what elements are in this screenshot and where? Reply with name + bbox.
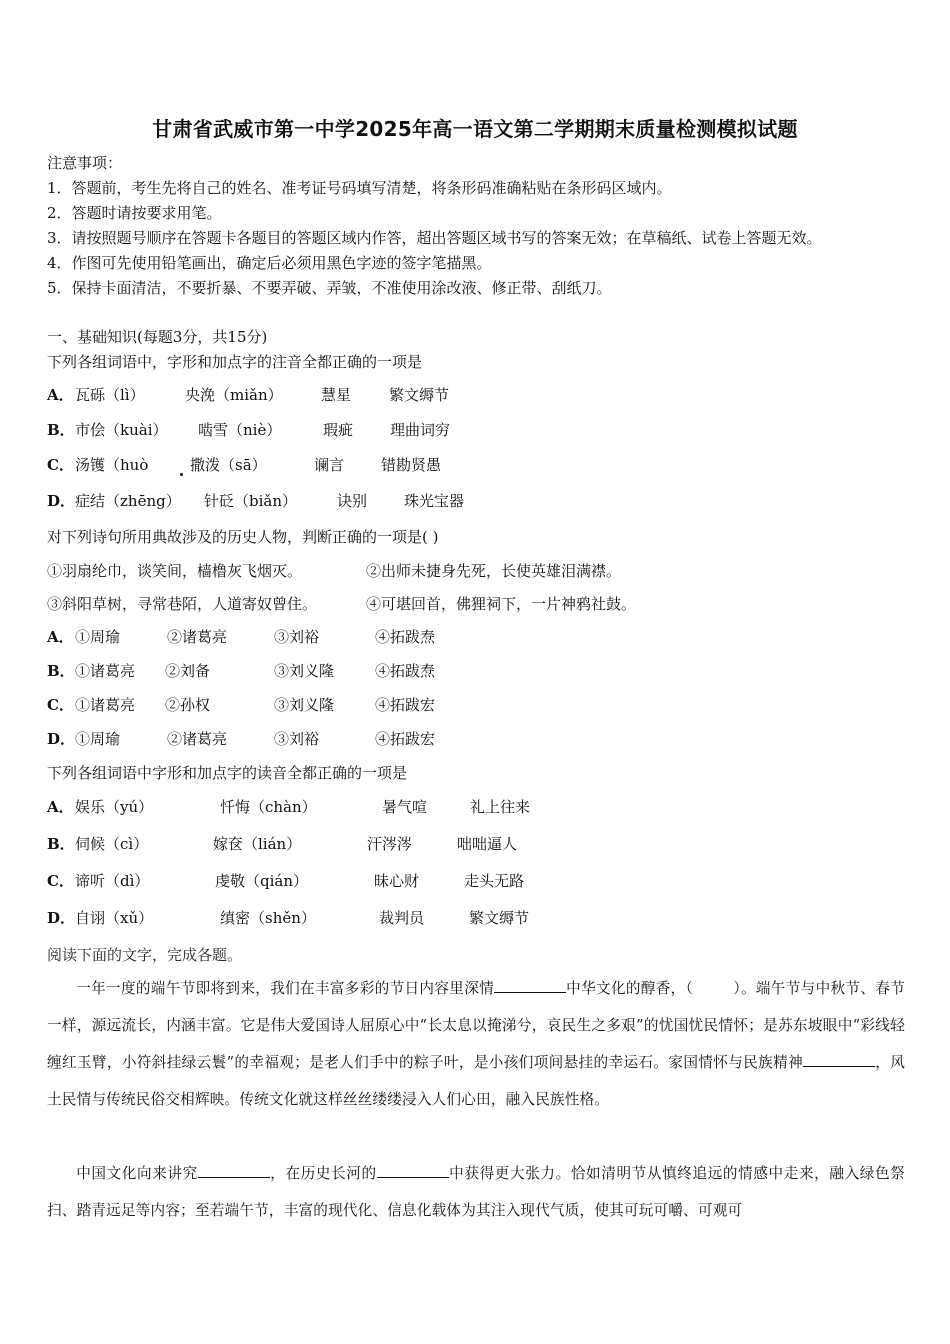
emphasis-dot <box>180 473 183 476</box>
option-label: B． <box>47 662 75 680</box>
question-stem: 下列各组词语中，字形和加点字的注音全都正确的一项是 <box>47 353 423 371</box>
option-word: 瓦砾（lì） <box>75 386 145 404</box>
notice-heading: 注意事项： <box>47 154 123 172</box>
option-label: D． <box>47 492 76 510</box>
fill-blank <box>377 1163 449 1178</box>
paragraph-text: 一年一度的端午节即将到来，我们在丰富多彩的节日内容里深情 <box>76 980 495 997</box>
option-word: 诀别 <box>337 492 368 510</box>
poem-line: ②出师未捷身先死，长使英雄泪满襟。 <box>366 562 622 580</box>
page-title: 甘肃省武威市第一中学2025年高一语文第二学期期末质量检测模拟试题 <box>152 117 798 141</box>
option-word: 理曲词穷 <box>390 421 451 439</box>
reading-paragraph-2 <box>47 1155 905 1229</box>
option-word: 暑气喧 <box>382 798 428 816</box>
option-word: 走头无路 <box>464 872 525 890</box>
option-label: D． <box>47 909 76 927</box>
paragraph-text: 中获得更大张力。恰如清明节从慎终追远的情感中走来，融入绿色祭扫、踏青远足等内容；至若端午节，丰富的现代化、信息化载体为其注入现代气质，使其可玩可嚼、可观可 <box>47 1165 905 1219</box>
question-stem: 下列各组词语中字形和加点字的读音全都正确的一项是 <box>47 764 408 782</box>
option-label: C． <box>47 456 74 474</box>
notice-item: 1．答题前，考生先将自己的姓名、准考证号码填写清楚，将条形码准确粘贴在条形码区域内。 <box>47 179 672 197</box>
option-word: 珠光宝器 <box>404 492 465 510</box>
option-word: ④拓跋焘 <box>375 662 436 680</box>
option-label: B． <box>47 835 75 853</box>
option-word: 啮雪（niè） <box>198 421 282 439</box>
option-word: ①诸葛亮 <box>75 662 136 680</box>
option-word: 缜密（shěn） <box>220 909 316 927</box>
paragraph-text: 中国文化向来讲究 <box>76 1165 198 1182</box>
option-word: 慧星 <box>321 386 352 404</box>
option-word: 忏悔（chàn） <box>220 798 317 816</box>
option-label: A． <box>47 798 74 816</box>
option-word: ④拓跋焘 <box>375 628 436 646</box>
reading-paragraph-1 <box>47 970 905 1118</box>
option-label: D． <box>47 730 76 748</box>
option-word: 娱乐（yú） <box>75 798 154 816</box>
option-word: ①周瑜 <box>75 730 121 748</box>
option-word: 昧心财 <box>374 872 420 890</box>
paragraph-text: ，风土民情与传统民俗交相辉映。传统文化就这样丝丝缕缕浸入人们心田，融入民族性格。 <box>47 1054 905 1108</box>
option-word: ④拓跋宏 <box>375 696 436 714</box>
option-word: 自诩（xǔ） <box>75 909 154 927</box>
option-word: ②孙权 <box>165 696 211 714</box>
option-word: 针砭（biǎn） <box>204 492 298 510</box>
question-stem: 对下列诗句所用典故涉及的历史人物，判断正确的一项是( ) <box>47 528 439 546</box>
poem-line: ③斜阳草树，寻常巷陌，人道寄奴曾住。 <box>47 595 318 613</box>
reading-instruction: 阅读下面的文字，完成各题。 <box>47 946 243 964</box>
option-word: 谰言 <box>314 456 345 474</box>
option-word: 瑕疵 <box>323 421 354 439</box>
option-word: ①周瑜 <box>75 628 121 646</box>
option-label: A． <box>47 386 74 404</box>
option-word: 撒泼（sā） <box>190 456 267 474</box>
option-word: 央浼（miǎn） <box>185 386 283 404</box>
option-word: 礼上往来 <box>470 798 531 816</box>
paragraph-text: ，在历史长河的 <box>269 1165 377 1182</box>
option-label: C． <box>47 872 74 890</box>
fill-blank <box>803 1052 875 1067</box>
option-word: ③刘裕 <box>274 730 320 748</box>
section-heading: 一、基础知识(每题3分，共15分) <box>47 328 268 346</box>
option-label: C． <box>47 696 74 714</box>
option-word: 伺候（cì） <box>75 835 149 853</box>
option-word: ①诸葛亮 <box>75 696 136 714</box>
option-word: 市侩（kuài） <box>75 421 168 439</box>
option-word: ②诸葛亮 <box>167 730 228 748</box>
option-word: 汤镬（huò <box>75 456 149 474</box>
poem-line: ④可堪回首，佛狸祠下，一片神鸦社鼓。 <box>366 595 637 613</box>
notice-item: 4．作图可先使用铅笔画出，确定后必须用黑色字迹的签字笔描黑。 <box>47 254 492 272</box>
option-word: 谛听（dì） <box>75 872 150 890</box>
paragraph-text: ）。端午节与中秋节、春节一样，源远流长，内涵丰富。它是伟大爱国诗人屈原心中“长太息以掩涕兮，哀民生之多艰”的忧国忧民情怀；是苏东坡眼中“彩线轻缠红玉臂，小符斜挂绿云鬟”的幸福观；是老人们手中的粽子叶，是小孩们项间悬挂的幸运石。家国情怀与民族精神 <box>47 980 905 1071</box>
option-word: ②刘备 <box>165 662 211 680</box>
option-word: 咄咄逼人 <box>457 835 518 853</box>
option-word: 繁文缛节 <box>469 909 530 927</box>
option-word: 繁文缛节 <box>389 386 450 404</box>
option-word: 错勘贤愚 <box>381 456 442 474</box>
poem-line: ①羽扇纶巾，谈笑间，樯橹灰飞烟灭。 <box>47 562 303 580</box>
fill-blank <box>198 1163 270 1178</box>
option-label: B． <box>47 421 75 439</box>
option-word: 汗涔涔 <box>367 835 413 853</box>
notice-item: 2．答题时请按要求用笔。 <box>47 204 222 222</box>
option-word: ④拓跋宏 <box>375 730 436 748</box>
option-word: 裁判员 <box>379 909 425 927</box>
option-word: ③刘义隆 <box>274 696 335 714</box>
option-word: ②诸葛亮 <box>167 628 228 646</box>
option-word: 症结（zhēng） <box>75 492 181 510</box>
paragraph-text: 中华文化的醇香，（ <box>566 980 694 997</box>
notice-item: 3．请按照题号顺序在答题卡各题目的答题区域内作答，超出答题区域书写的答案无效；在草稿纸、试卷上答题无效。 <box>47 229 822 247</box>
option-word: ③刘义隆 <box>274 662 335 680</box>
fill-blank <box>494 978 566 993</box>
notice-item: 5．保持卡面清洁，不要折暴、不要弄破、弄皱，不准使用涂改液、修正带、刮纸刀。 <box>47 279 612 297</box>
option-word: 嫁奁（lián） <box>213 835 302 853</box>
option-label: A． <box>47 628 74 646</box>
option-word: ③刘裕 <box>274 628 320 646</box>
option-word: 虔敬（qián） <box>215 872 309 890</box>
